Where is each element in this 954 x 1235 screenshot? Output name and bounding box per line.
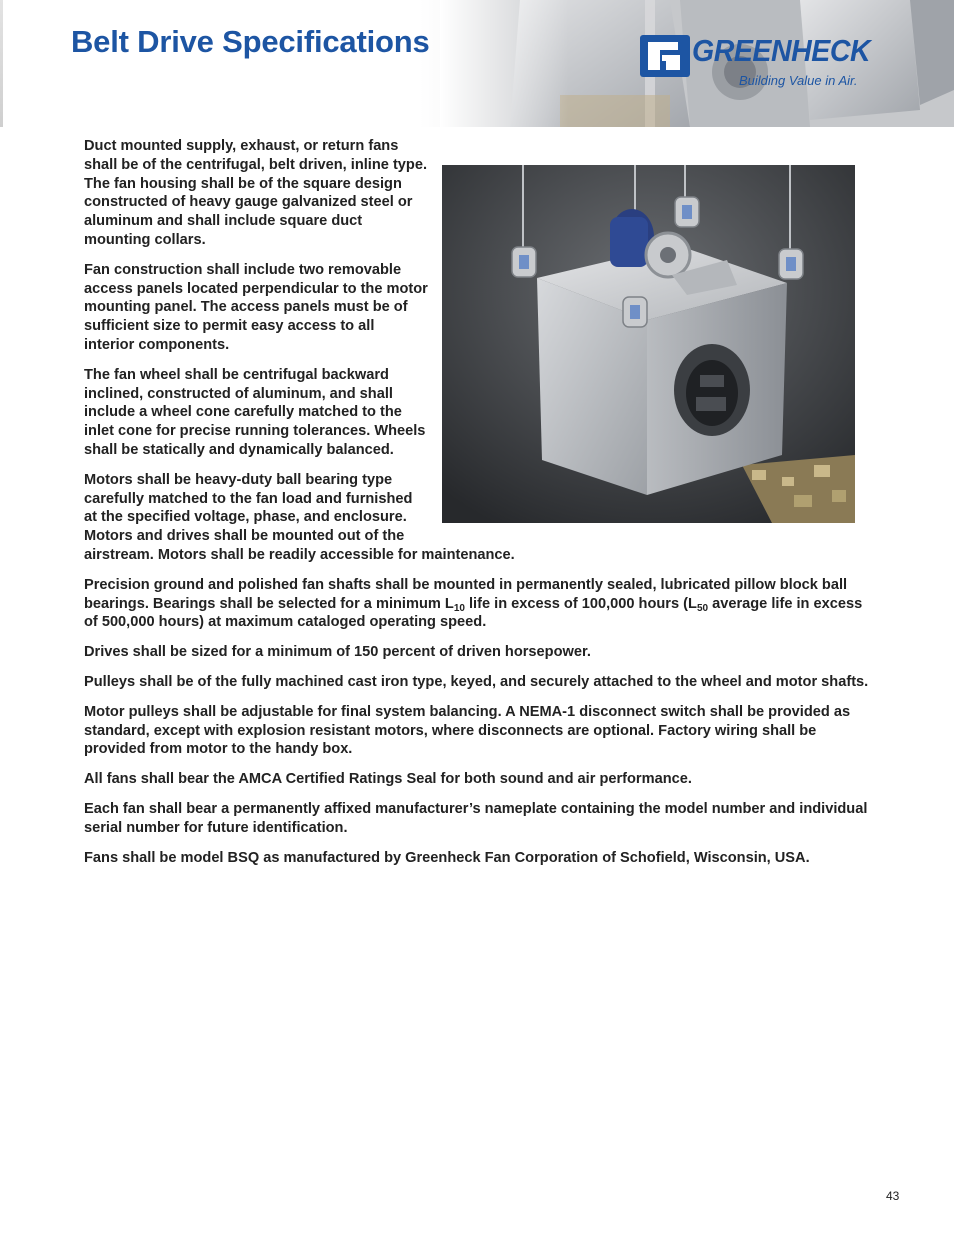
paragraph-fan-housing: Duct mounted supply, exhaust, or return fans shall be of the centrifugal, belt driven, inline type. The fan housing shall be of the square design constructed of heavy gauge galvanized steel or aluminum and shall include square duct mounting collars.: [84, 138, 428, 248]
logo-wordmark: GREENHECK: [692, 33, 871, 68]
page-number: 43: [886, 1189, 900, 1203]
fan-illustration: [442, 165, 855, 523]
shafts-text-part1: Precision ground and polished fan shafts shall be mounted in permanently sealed, lubricated pillow block ball bearings. Bearings shall be selected for a minimum L: [84, 576, 848, 612]
logo-tagline: Building Value in Air.: [739, 73, 858, 88]
paragraph-shafts-bearings: [84, 576, 872, 632]
shafts-text-part2: life in excess of 100,000 hours (L: [464, 595, 697, 612]
paragraph-model-bsq: Fans shall be model BSQ as manufactured by Greenheck Fan Corporation of Schofield, Wisconsin, USA.: [84, 849, 810, 866]
page-title: Belt Drive Specifications: [71, 24, 430, 59]
bsq-fan-photo: [442, 165, 855, 523]
l50-subscript: 50: [696, 602, 709, 614]
paragraph-amca-seal: All fans shall bear the AMCA Certified Ratings Seal for both sound and air performance.: [84, 771, 692, 788]
paragraph-drives: Drives shall be sized for a minimum of 150 percent of driven horsepower.: [84, 644, 591, 661]
paragraph-nameplate: Each fan shall bear a permanently affixed manufacturer’s nameplate containing the model number and individual serial number for future identification.: [84, 800, 868, 836]
header-edge: [0, 0, 3, 127]
paragraph-pulleys: Pulleys shall be of the fully machined cast iron type, keyed, and securely attached to the wheel and motor shafts.: [84, 673, 869, 690]
greenheck-logo: [640, 33, 872, 91]
paragraph-motor-pulleys: Motor pulleys shall be adjustable for final system balancing. A NEMA-1 disconnect switch shall be provided as standard, except with explosion resistant motors, where disconnects are optional. Factory wiring shall be provided from motor to the handy box.: [84, 703, 851, 758]
page-header: [0, 0, 954, 127]
shafts-text-part3: average life in excess of 500,000 hours) at maximum cataloged operating speed.: [84, 595, 863, 631]
paragraph-access-panels: Fan construction shall include two removable access panels located perpendicular to the motor mounting panel. The access panels must be of sufficient size to permit easy access to all interior components.: [84, 261, 428, 353]
greenheck-g-icon: [640, 35, 690, 77]
l10-subscript: 10: [453, 602, 465, 614]
specification-text: [84, 137, 872, 878]
paragraph-motors: Motors shall be heavy-duty ball bearing type carefully matched to the fan load and furnished at the specified voltage, phase, and enclosure. Motors and drives shall be mounted out of the airstream. Motors shall be readily accessible for maintenance.: [84, 471, 515, 563]
paragraph-fan-wheel: The fan wheel shall be centrifugal backward inclined, constructed of aluminum, and shall include a wheel cone carefully matched to the inlet cone for precise running tolerances. Wheels shall be statically and dynamically balanced.: [84, 366, 426, 458]
